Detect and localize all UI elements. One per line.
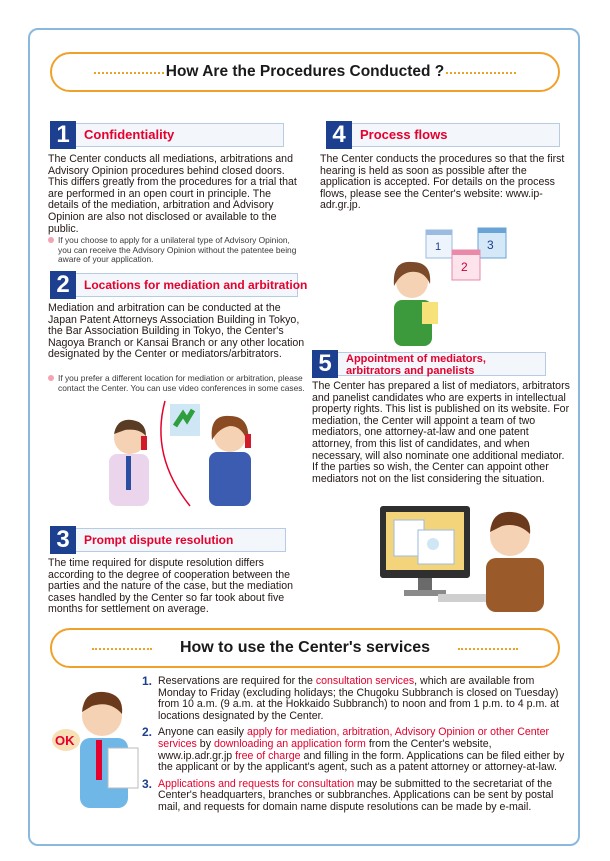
section-4-body: The Center conducts the procedures so that the first hearing is held as soon as possible after the application is accepted. For details on the process flows, please see the Center's website: www.ip-adr.gr.jp. [320, 153, 565, 212]
services-steps [142, 676, 567, 819]
section-5-body: The Center has prepared a list of mediators, arbitrators and panelist candidates who are experts in intellectual property rights. This list is published on its website. For mediation, the Center will appoint a team of two mediators, one attorney-at-law and one patent attorney, from this list of candidates, and when necessary, will also nominate one additional mediator. If the parties so wish, the Center can appoint other mediators not on the list considering the situation. [312, 380, 570, 485]
section-number: 1 [50, 121, 76, 149]
services-title: How to use the Center's services [179, 639, 431, 656]
services-banner [50, 628, 560, 668]
calendar-number: 2 [461, 260, 468, 274]
section-title: Appointment of mediators, arbitrators and panelists [346, 353, 486, 377]
section-2-heading [50, 271, 308, 299]
page-title: How Are the Procedures Conducted ? [165, 63, 445, 80]
section-2-note: If you prefer a different location for mediation or arbitration, please contact the Center. You can use video conferences in some cases. [48, 374, 316, 393]
bullet-icon [48, 237, 54, 243]
section-title: Locations for mediation and arbitration [84, 278, 308, 292]
section-3-heading [50, 526, 288, 554]
calendar-number: 3 [487, 238, 494, 252]
ok-badge: OK [55, 733, 75, 748]
section-2-body: Mediation and arbitration can be conducted at the Japan Patent Attorneys Association Building in Tokyo, the Bar Association Building in Tokyo, the Center's Nagoya Branch or Kansai Branch or any other location designated by the Center or mediators/arbitrators. [48, 302, 305, 361]
computer-illustration [378, 502, 568, 614]
service-step-2: 2. Anyone can easily apply for mediation, arbitration, Advisory Opinion or other Center services by downloading an application form from the Center's website, www.ip.adr.gr.jp free of charge and filling in the form. Applications can be filed either by the applicant or by the applicant's agent, such as a patent attorney or attorney-at-law. [142, 725, 565, 774]
bullet-icon [48, 375, 54, 381]
section-1-body: The Center conducts all mediations, arbitrations and Advisory Opinion procedures behind closed doors. This differs greatly from the procedures for a trial that are performed in an open court in principle. The details of the mediation, arbitration and Advisory Opinion are also not disclosed or available to the public. [48, 153, 297, 235]
step-number: 1. [142, 674, 153, 688]
section-3-body: The time required for dispute resolution differs according to the degree of cooperation between the parties and the nature of the case, but the mediation cases handled by the Center so far took about five months for settlement on average. [48, 557, 293, 616]
calendar-illustration [380, 224, 520, 348]
section-title: Prompt dispute resolution [84, 533, 234, 547]
section-4-heading [326, 121, 562, 149]
section-number: 5 [312, 350, 338, 378]
section-title: Process flows [360, 127, 448, 142]
phone-call-illustration [95, 396, 270, 516]
step-number: 3. [142, 776, 153, 791]
header-banner [50, 52, 560, 92]
ok-person-illustration [52, 684, 142, 824]
section-title: Confidentiality [84, 127, 175, 142]
section-number: 3 [50, 526, 76, 554]
section-5-heading [312, 350, 548, 378]
calendar-number: 1 [435, 241, 442, 253]
step-number: 2. [142, 725, 153, 740]
section-1-note: If you choose to apply for a unilateral type of Advisory Opinion, you can receive the Advisory Opinion without the patentee being aware of your application. [48, 236, 298, 265]
section-1-heading [50, 121, 286, 149]
service-step-1: 1. Reservations are required for the consultation services, which are available from Monday to Friday (excluding holidays; the Chugoku Subbranch is closed on Tuesday) from 10 a.m. (9 a.m. at the Hokkaido Subbranch) to noon and from 1 p.m. to 4 p.m. at locations designated by the Center. [142, 674, 559, 722]
section-number: 2 [50, 271, 76, 299]
section-number: 4 [326, 121, 352, 149]
service-step-3: 3. Applications and requests for consultation may be submitted to the secretariat of the Center's headquarters, branches or subbranches. Applications can be sent by postal mail, and requests for domain name dispute resolutions can be made by e-mail. [142, 776, 554, 813]
